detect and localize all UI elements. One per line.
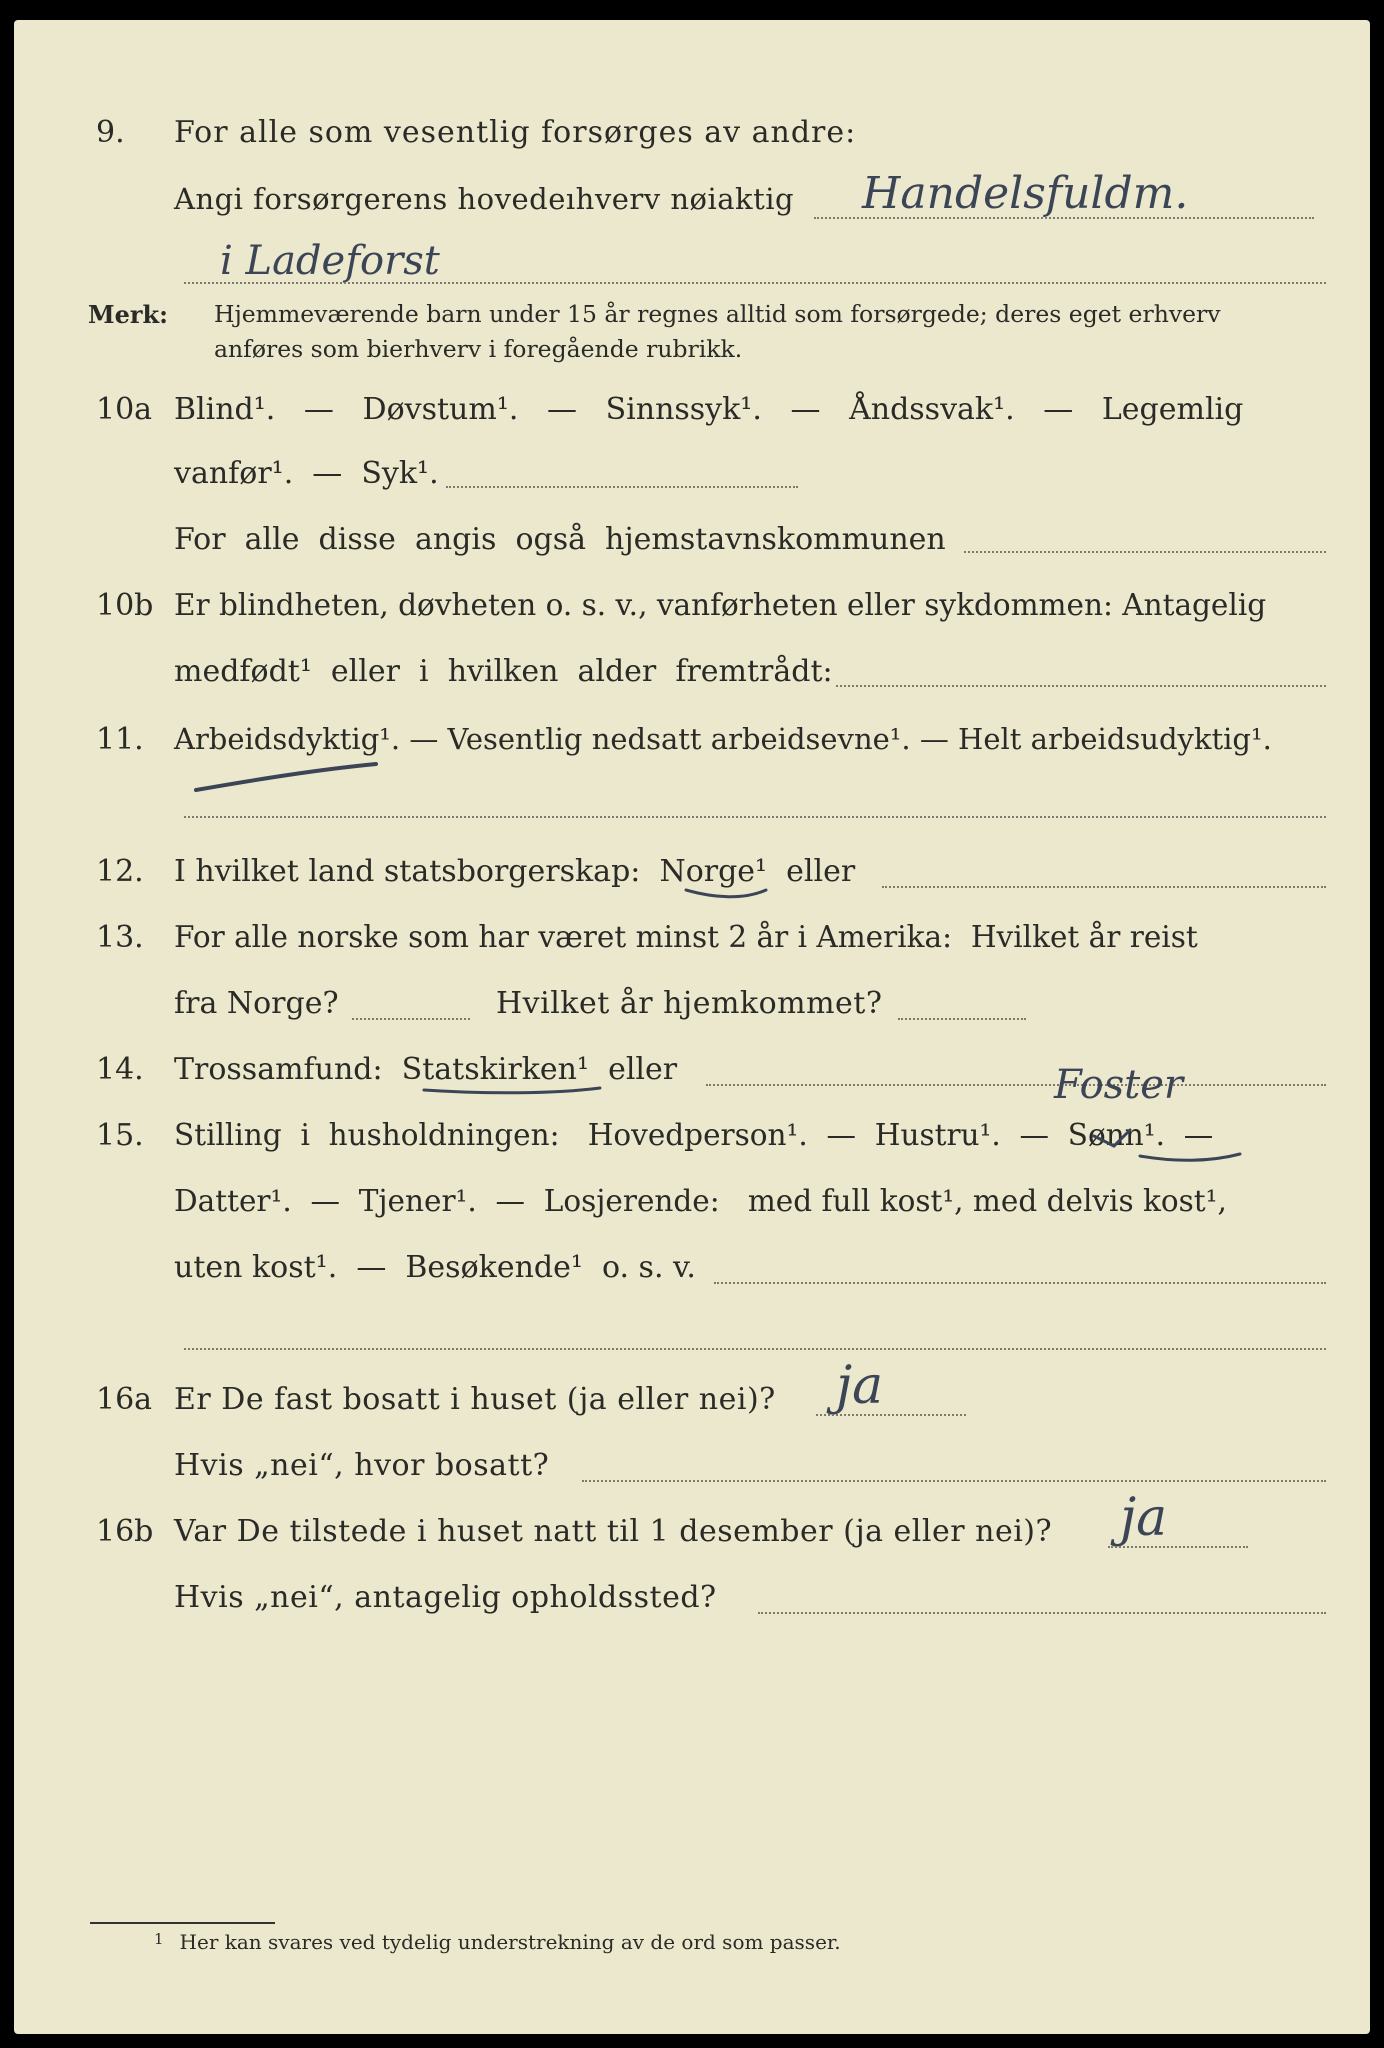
item-10a-line2: vanfør¹. — Syk¹.	[174, 456, 439, 491]
item-9-line2: Angi forsørgerens hovedeıhverv nøiaktig	[174, 182, 795, 216]
item-15-line3: uten kost¹. — Besøkende¹ o. s. v.	[174, 1250, 696, 1285]
item-14-statskirken-underline	[424, 1088, 600, 1093]
item-16a-number: 16a	[96, 1382, 153, 1417]
item-10a-line1: Blind¹. — Døvstum¹. — Sinnssyk¹. — Åndssvak¹. — Legemlig	[174, 392, 1244, 427]
item-15-tick-stroke	[1094, 1130, 1130, 1146]
item-16a-line2: Hvis „nei“, hvor bosatt?	[174, 1448, 550, 1483]
item-9-number: 9.	[96, 115, 125, 150]
item-15-sonn-underline	[1140, 1154, 1240, 1160]
item-9-line1: For alle som vesentlig forsørges av andre:	[174, 115, 857, 150]
item-10a-number: 10a	[96, 392, 153, 427]
item-16b-number: 16b	[96, 1514, 154, 1549]
note-label: Merk:	[88, 300, 168, 329]
item-15-handwritten-foster: Foster	[1054, 1062, 1184, 1108]
item-16a-handwritten-answer: ja	[836, 1356, 884, 1416]
item-13-line1: For alle norske som har været minst 2 år i Amerika: Hvilket år reist	[174, 920, 1198, 954]
item-12-norge-underline	[686, 890, 766, 897]
item-14-number: 14.	[96, 1052, 144, 1087]
census-form-page	[14, 20, 1370, 2034]
item-10b-number: 10b	[96, 588, 154, 623]
item-11-number: 11.	[96, 722, 144, 757]
footnote-text: Her kan svares ved tydelig understrekning av de ord som passer.	[179, 1930, 841, 1954]
item-13-line2b: Hvilket år hjemkommet?	[496, 986, 883, 1021]
item-13-line2a: fra Norge?	[174, 986, 339, 1021]
item-15-number: 15.	[96, 1118, 144, 1153]
item-11-line1: Arbeidsdyktig¹. — Vesentlig nedsatt arbeidsevne¹. — Helt arbeidsudyktig¹.	[174, 722, 1272, 756]
item-10a-line3: For alle disse angis også hjemstavnskommunen	[174, 522, 946, 557]
item-14-line1: Trossamfund: Statskirken¹ eller	[174, 1052, 678, 1087]
item-16a-line1: Er De fast bosatt i huset (ja eller nei)?	[174, 1382, 776, 1417]
note-line2: anføres som bierhverv i foregående rubrikk.	[214, 335, 743, 363]
note-line1: Hjemmeværende barn under 15 år regnes alltid som forsørgede; deres eget erhverv	[214, 300, 1221, 328]
item-16b-handwritten-answer: ja	[1120, 1488, 1168, 1548]
item-12-line1: I hvilket land statsborgerskap: Norge¹ eller	[174, 854, 856, 889]
item-10b-line1: Er blindheten, døvheten o. s. v., vanførheten eller sykdommen: Antagelig	[174, 588, 1267, 622]
footnote-marker: 1	[154, 1930, 164, 1948]
item-16b-line1: Var De tilstede i huset natt til 1 desember (ja eller nei)?	[174, 1514, 1053, 1549]
item-13-number: 13.	[96, 920, 144, 955]
item-12-number: 12.	[96, 854, 144, 889]
item-10b-line2: medfødt¹ eller i hvilken alder fremtrådt:	[174, 654, 833, 689]
item-15-line2: Datter¹. — Tjener¹. — Losjerende: med full kost¹, med delvis kost¹,	[174, 1184, 1227, 1218]
item-11-underline-stroke	[196, 764, 376, 790]
item-16b-line2: Hvis „nei“, antagelig opholdssted?	[174, 1580, 717, 1615]
item-9-handwritten-place: i Ladeforst	[220, 238, 440, 284]
pen-strokes	[14, 20, 1370, 2034]
item-15-line1: Stilling i husholdningen: Hovedperson¹. — Hustru¹. — Sønn¹. —	[174, 1118, 1214, 1152]
item-9-handwritten-occupation: Handelsfuldm.	[862, 168, 1189, 219]
